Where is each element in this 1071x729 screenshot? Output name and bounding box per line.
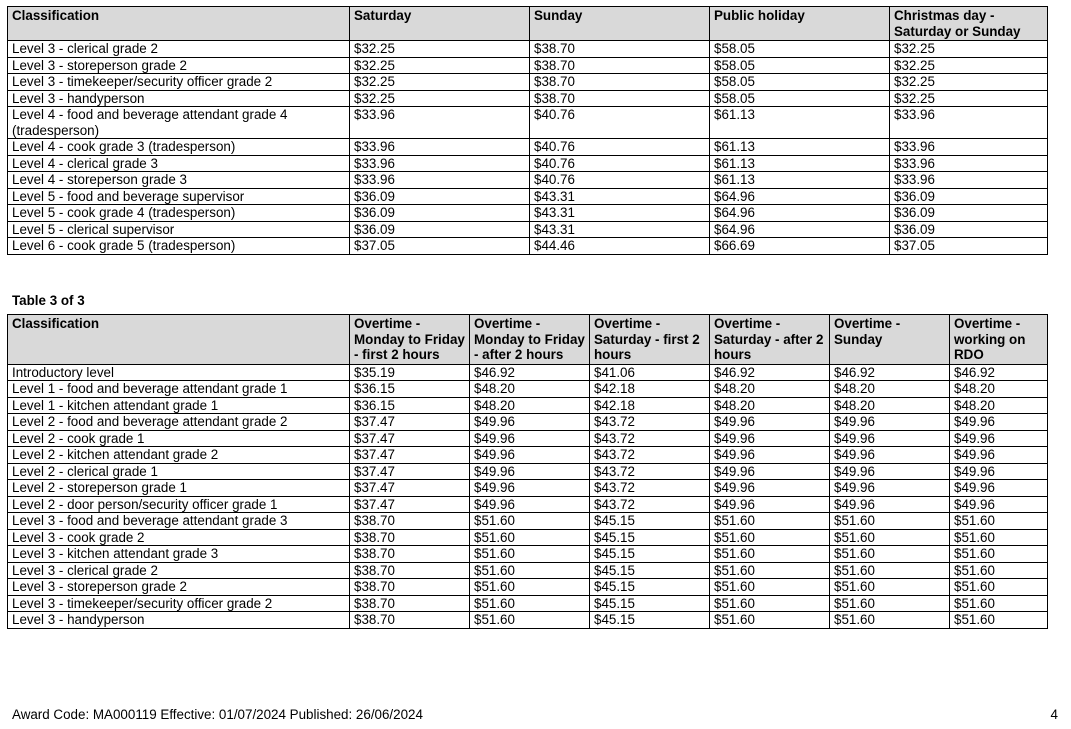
rate-cell: $37.47 <box>350 430 470 447</box>
column-header: Classification <box>8 315 350 365</box>
rate-cell: $32.25 <box>890 74 1048 91</box>
classification-cell: Level 2 - clerical grade 1 <box>8 463 350 480</box>
classification-cell: Level 2 - storeperson grade 1 <box>8 480 350 497</box>
rate-cell: $49.96 <box>710 463 830 480</box>
table-header-row <box>8 7 1048 41</box>
classification-cell: Level 4 - storeperson grade 3 <box>8 172 350 189</box>
classification-cell: Level 5 - cook grade 4 (tradesperson) <box>8 205 350 222</box>
rate-cell: $44.46 <box>530 238 710 255</box>
rate-cell: $51.60 <box>830 612 950 629</box>
page-number: 4 <box>1050 707 1058 722</box>
rate-cell: $51.60 <box>950 595 1048 612</box>
classification-cell: Level 3 - storeperson grade 2 <box>8 579 350 596</box>
column-header: Christmas day - Saturday or Sunday <box>890 7 1048 41</box>
table-row <box>8 430 1048 447</box>
rate-cell: $46.92 <box>950 364 1048 381</box>
rate-cell: $49.96 <box>830 496 950 513</box>
rate-cell: $51.60 <box>950 579 1048 596</box>
table-row <box>8 221 1048 238</box>
rate-cell: $45.15 <box>590 562 710 579</box>
table-row <box>8 595 1048 612</box>
rate-cell: $48.20 <box>830 381 950 398</box>
rate-cell: $51.60 <box>710 595 830 612</box>
rate-cell: $49.96 <box>830 447 950 464</box>
rate-cell: $49.96 <box>830 430 950 447</box>
rate-cell: $49.96 <box>710 430 830 447</box>
rate-cell: $48.20 <box>830 397 950 414</box>
rate-cell: $45.15 <box>590 513 710 530</box>
rate-cell: $51.60 <box>830 579 950 596</box>
classification-cell: Level 3 - timekeeper/security officer grade 2 <box>8 74 350 91</box>
rate-cell: $49.96 <box>710 496 830 513</box>
classification-cell: Level 1 - kitchen attendant grade 1 <box>8 397 350 414</box>
table-caption: Table 3 of 3 <box>12 293 85 308</box>
rate-cell: $48.20 <box>710 381 830 398</box>
rate-cell: $49.96 <box>830 463 950 480</box>
rate-cell: $51.60 <box>710 612 830 629</box>
classification-cell: Level 3 - handyperson <box>8 612 350 629</box>
table-row <box>8 238 1048 255</box>
rate-cell: $43.72 <box>590 430 710 447</box>
rate-cell: $49.96 <box>950 430 1048 447</box>
rate-cell: $38.70 <box>350 546 470 563</box>
rate-cell: $49.96 <box>950 447 1048 464</box>
table-row <box>8 57 1048 74</box>
classification-cell: Level 4 - food and beverage attendant grade 4 (tradesperson) <box>8 107 350 139</box>
rate-cell: $33.96 <box>350 155 530 172</box>
rate-cell: $48.20 <box>470 381 590 398</box>
table-row <box>8 414 1048 431</box>
rate-cell: $36.15 <box>350 381 470 398</box>
column-header: Overtime - Saturday - after 2 hours <box>710 315 830 365</box>
rate-cell: $51.60 <box>470 546 590 563</box>
rate-cell: $33.96 <box>890 107 1048 139</box>
rate-cell: $58.05 <box>710 74 890 91</box>
rate-cell: $37.47 <box>350 414 470 431</box>
rate-cell: $61.13 <box>710 172 890 189</box>
rate-cell: $51.60 <box>710 529 830 546</box>
rate-cell: $48.20 <box>950 397 1048 414</box>
classification-cell: Level 6 - cook grade 5 (tradesperson) <box>8 238 350 255</box>
rate-cell: $41.06 <box>590 364 710 381</box>
rate-cell: $51.60 <box>830 513 950 530</box>
rate-cell: $32.25 <box>890 41 1048 58</box>
rate-cell: $43.72 <box>590 480 710 497</box>
rate-cell: $38.70 <box>350 513 470 530</box>
classification-cell: Level 5 - clerical supervisor <box>8 221 350 238</box>
classification-cell: Level 3 - clerical grade 2 <box>8 562 350 579</box>
rate-cell: $48.20 <box>710 397 830 414</box>
rate-cell: $49.96 <box>950 496 1048 513</box>
table-row <box>8 139 1048 156</box>
classification-cell: Level 2 - door person/security officer grade 1 <box>8 496 350 513</box>
rate-cell: $36.09 <box>890 205 1048 222</box>
rate-cell: $51.60 <box>950 546 1048 563</box>
classification-cell: Level 3 - kitchen attendant grade 3 <box>8 546 350 563</box>
classification-cell: Level 2 - cook grade 1 <box>8 430 350 447</box>
table-row <box>8 463 1048 480</box>
table-row <box>8 155 1048 172</box>
rate-cell: $49.96 <box>710 414 830 431</box>
column-header: Public holiday <box>710 7 890 41</box>
table-row <box>8 364 1048 381</box>
rate-cell: $49.96 <box>950 480 1048 497</box>
column-header: Overtime - Monday to Friday - after 2 hours <box>470 315 590 365</box>
table-row <box>8 74 1048 91</box>
rate-cell: $33.96 <box>890 139 1048 156</box>
table-row <box>8 381 1048 398</box>
rate-cell: $51.60 <box>470 529 590 546</box>
rate-cell: $36.09 <box>890 188 1048 205</box>
rate-cell: $37.05 <box>890 238 1048 255</box>
rate-cell: $35.19 <box>350 364 470 381</box>
rate-cell: $64.96 <box>710 205 890 222</box>
table-row <box>8 546 1048 563</box>
rate-cell: $51.60 <box>470 612 590 629</box>
rate-cell: $33.96 <box>890 155 1048 172</box>
column-header: Overtime - Monday to Friday - first 2 hours <box>350 315 470 365</box>
rate-cell: $38.70 <box>350 595 470 612</box>
rate-cell: $51.60 <box>710 513 830 530</box>
award-footer: Award Code: MA000119 Effective: 01/07/2024 Published: 26/06/2024 <box>12 707 423 722</box>
table-header-row <box>8 315 1048 365</box>
rate-cell: $43.72 <box>590 447 710 464</box>
classification-cell: Level 2 - kitchen attendant grade 2 <box>8 447 350 464</box>
rate-cell: $32.25 <box>350 74 530 91</box>
rate-cell: $51.60 <box>950 513 1048 530</box>
column-header: Overtime - Sunday <box>830 315 950 365</box>
rate-cell: $37.47 <box>350 447 470 464</box>
rate-cell: $64.96 <box>710 221 890 238</box>
rate-cell: $49.96 <box>950 414 1048 431</box>
rate-cell: $51.60 <box>830 562 950 579</box>
penalty-rates-table <box>7 6 1048 255</box>
rate-cell: $49.96 <box>710 447 830 464</box>
rate-cell: $49.96 <box>950 463 1048 480</box>
rate-cell: $51.60 <box>950 562 1048 579</box>
rate-cell: $37.47 <box>350 480 470 497</box>
table-row <box>8 612 1048 629</box>
rate-cell: $38.70 <box>530 41 710 58</box>
classification-cell: Level 3 - storeperson grade 2 <box>8 57 350 74</box>
rate-cell: $61.13 <box>710 139 890 156</box>
rate-cell: $45.15 <box>590 529 710 546</box>
rate-cell: $32.25 <box>890 90 1048 107</box>
rate-cell: $49.96 <box>830 414 950 431</box>
rate-cell: $51.60 <box>470 595 590 612</box>
rate-cell: $42.18 <box>590 397 710 414</box>
table-row <box>8 41 1048 58</box>
rate-cell: $49.96 <box>470 430 590 447</box>
table-row <box>8 90 1048 107</box>
rate-cell: $51.60 <box>710 579 830 596</box>
rate-cell: $45.15 <box>590 546 710 563</box>
rate-cell: $32.25 <box>890 57 1048 74</box>
rate-cell: $61.13 <box>710 107 890 139</box>
rate-cell: $37.47 <box>350 463 470 480</box>
rate-cell: $37.05 <box>350 238 530 255</box>
rate-cell: $58.05 <box>710 57 890 74</box>
classification-cell: Level 3 - food and beverage attendant grade 3 <box>8 513 350 530</box>
table-row <box>8 172 1048 189</box>
rate-cell: $33.96 <box>350 107 530 139</box>
rate-cell: $49.96 <box>470 447 590 464</box>
rate-cell: $40.76 <box>530 107 710 139</box>
rate-cell: $43.31 <box>530 188 710 205</box>
rate-cell: $45.15 <box>590 579 710 596</box>
classification-cell: Level 3 - clerical grade 2 <box>8 41 350 58</box>
rate-cell: $51.60 <box>830 595 950 612</box>
table-row <box>8 513 1048 530</box>
rate-cell: $36.09 <box>350 188 530 205</box>
rate-cell: $42.18 <box>590 381 710 398</box>
column-header: Overtime - working on RDO <box>950 315 1048 365</box>
classification-cell: Level 2 - food and beverage attendant grade 2 <box>8 414 350 431</box>
rate-cell: $48.20 <box>950 381 1048 398</box>
classification-cell: Level 3 - timekeeper/security officer grade 2 <box>8 595 350 612</box>
rate-cell: $36.09 <box>350 221 530 238</box>
rate-cell: $51.60 <box>710 562 830 579</box>
rate-cell: $38.70 <box>530 74 710 91</box>
rate-cell: $38.70 <box>350 562 470 579</box>
rate-cell: $43.72 <box>590 463 710 480</box>
table-row <box>8 447 1048 464</box>
classification-cell: Level 1 - food and beverage attendant grade 1 <box>8 381 350 398</box>
rate-cell: $36.15 <box>350 397 470 414</box>
rate-cell: $36.09 <box>350 205 530 222</box>
table-row <box>8 480 1048 497</box>
classification-cell: Level 3 - cook grade 2 <box>8 529 350 546</box>
rate-cell: $43.72 <box>590 496 710 513</box>
rate-cell: $33.96 <box>350 172 530 189</box>
rate-cell: $49.96 <box>470 480 590 497</box>
classification-cell: Introductory level <box>8 364 350 381</box>
rate-cell: $43.72 <box>590 414 710 431</box>
column-header: Classification <box>8 7 350 41</box>
rate-cell: $40.76 <box>530 139 710 156</box>
rate-cell: $61.13 <box>710 155 890 172</box>
rate-cell: $49.96 <box>470 496 590 513</box>
table-row <box>8 188 1048 205</box>
rate-cell: $51.60 <box>470 513 590 530</box>
rate-cell: $38.70 <box>350 612 470 629</box>
rate-cell: $51.60 <box>830 546 950 563</box>
rate-cell: $49.96 <box>710 480 830 497</box>
classification-cell: Level 5 - food and beverage supervisor <box>8 188 350 205</box>
rate-cell: $45.15 <box>590 595 710 612</box>
rate-cell: $46.92 <box>830 364 950 381</box>
rate-cell: $49.96 <box>470 414 590 431</box>
rate-cell: $38.70 <box>530 90 710 107</box>
table-row <box>8 529 1048 546</box>
rate-cell: $37.47 <box>350 496 470 513</box>
rate-cell: $46.92 <box>470 364 590 381</box>
rate-cell: $33.96 <box>350 139 530 156</box>
classification-cell: Level 4 - clerical grade 3 <box>8 155 350 172</box>
table-row <box>8 205 1048 222</box>
rate-cell: $43.31 <box>530 221 710 238</box>
classification-cell: Level 3 - handyperson <box>8 90 350 107</box>
overtime-rates-table <box>7 314 1048 629</box>
rate-cell: $51.60 <box>830 529 950 546</box>
rate-cell: $51.60 <box>950 529 1048 546</box>
rate-cell: $38.70 <box>350 529 470 546</box>
rate-cell: $51.60 <box>470 579 590 596</box>
rate-cell: $32.25 <box>350 41 530 58</box>
rate-cell: $46.92 <box>710 364 830 381</box>
column-header: Saturday <box>350 7 530 41</box>
rate-cell: $45.15 <box>590 612 710 629</box>
rate-cell: $33.96 <box>890 172 1048 189</box>
rate-cell: $48.20 <box>470 397 590 414</box>
column-header: Sunday <box>530 7 710 41</box>
rate-cell: $49.96 <box>470 463 590 480</box>
rate-cell: $32.25 <box>350 57 530 74</box>
rate-cell: $40.76 <box>530 155 710 172</box>
classification-cell: Level 4 - cook grade 3 (tradesperson) <box>8 139 350 156</box>
rate-cell: $51.60 <box>950 612 1048 629</box>
rate-cell: $58.05 <box>710 41 890 58</box>
rate-cell: $40.76 <box>530 172 710 189</box>
rate-cell: $38.70 <box>530 57 710 74</box>
table-row <box>8 562 1048 579</box>
rate-cell: $64.96 <box>710 188 890 205</box>
rate-cell: $43.31 <box>530 205 710 222</box>
rate-cell: $51.60 <box>710 546 830 563</box>
table-row <box>8 496 1048 513</box>
rate-cell: $58.05 <box>710 90 890 107</box>
rate-cell: $66.69 <box>710 238 890 255</box>
table-row <box>8 107 1048 139</box>
rate-cell: $36.09 <box>890 221 1048 238</box>
table-row <box>8 579 1048 596</box>
column-header: Overtime - Saturday - first 2 hours <box>590 315 710 365</box>
rate-cell: $51.60 <box>470 562 590 579</box>
rate-cell: $32.25 <box>350 90 530 107</box>
table-row <box>8 397 1048 414</box>
rate-cell: $49.96 <box>830 480 950 497</box>
rate-cell: $38.70 <box>350 579 470 596</box>
